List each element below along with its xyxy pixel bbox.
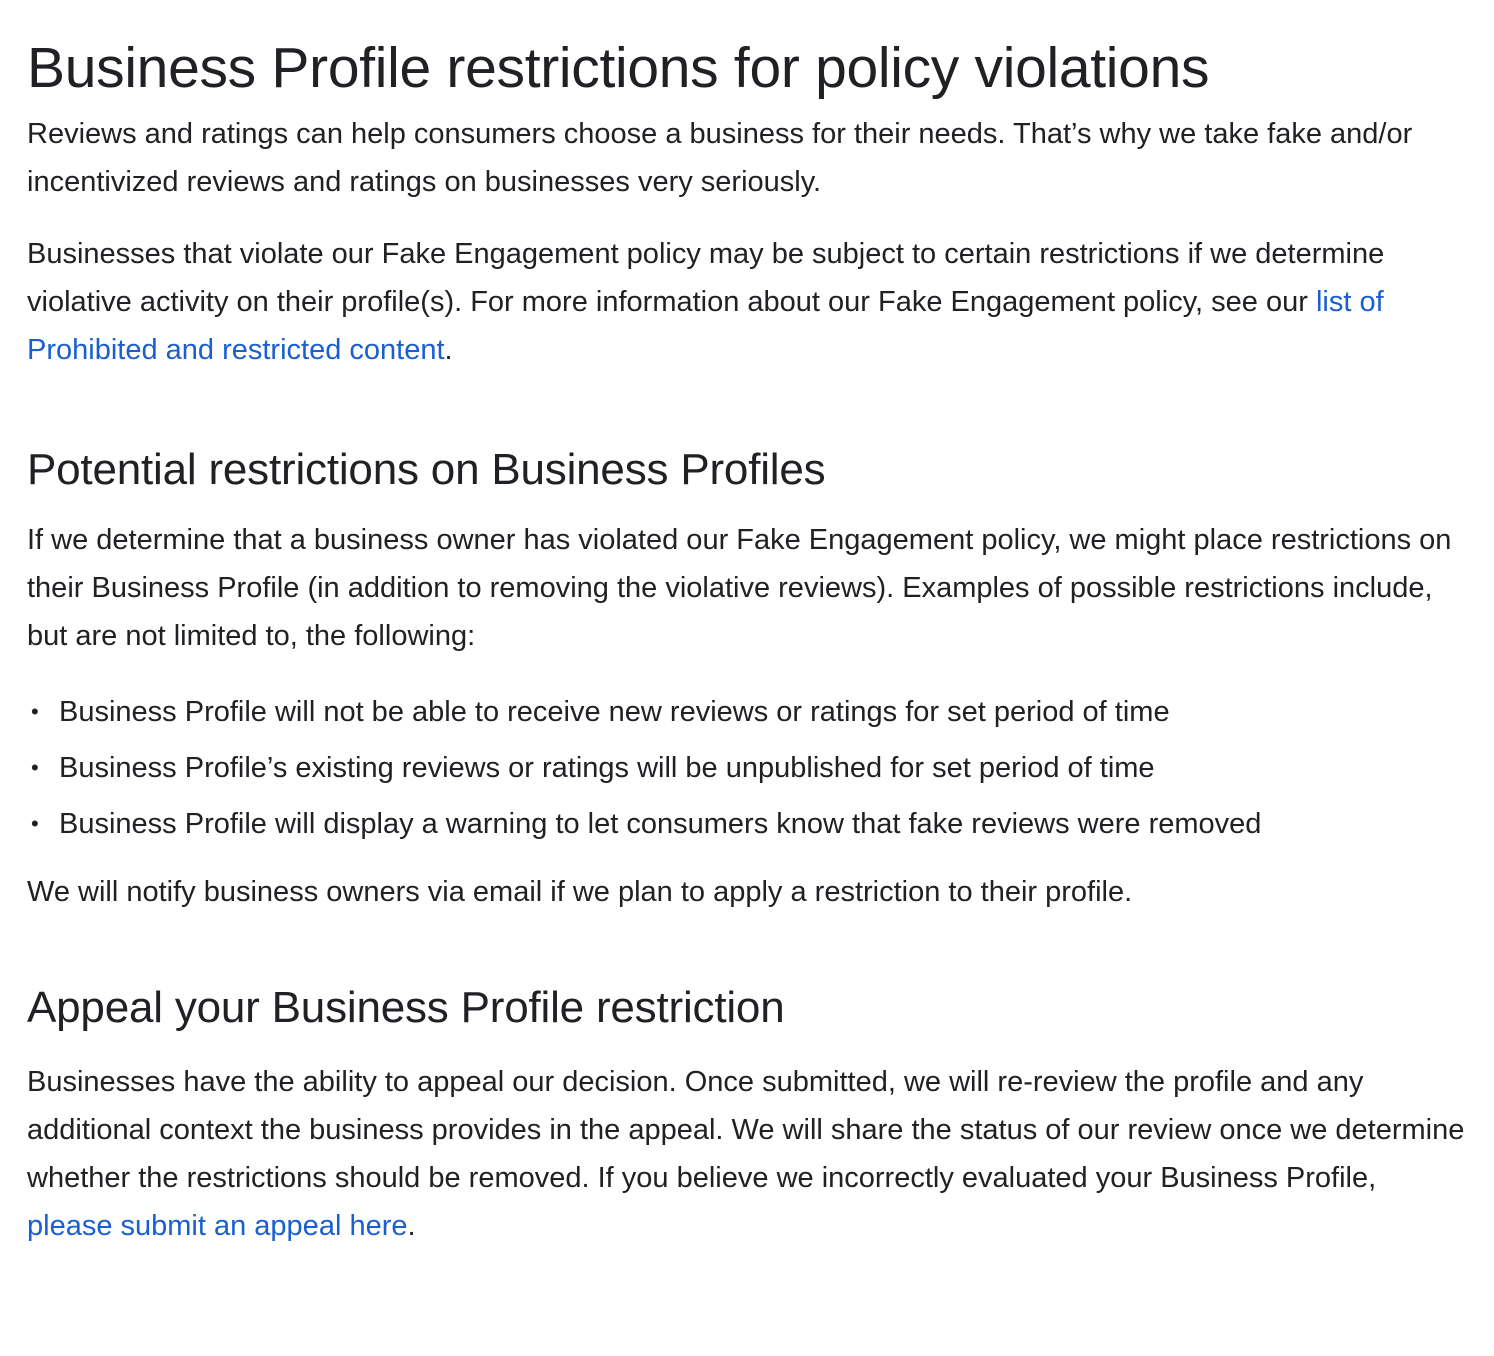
list-item-text: Business Profile will not be able to receive new reviews or ratings for set period of time [59,696,1170,728]
intro-paragraph: Reviews and ratings can help consumers choose a business for their needs. That’s why we take fake and/or incentivized reviews and ratings on businesses very seriously. [27,118,1413,198]
bullet-icon: • [31,699,39,724]
list-item [27,796,1467,852]
list-item [27,684,1467,740]
prohibited-content-link[interactable]: list of Prohibited and restricted content [27,286,1384,366]
notification-paragraph: We will notify business owners via email if we plan to apply a restriction to their profile. [27,876,1133,908]
restrictions-list [27,684,1467,852]
bullet-icon: • [31,755,39,780]
policy-paragraph-text: Businesses that violate our Fake Engagement policy may be subject to certain restrictions if we determine violative activity on their profile(s). For more information about our Fake Engagement policy, see our [27,238,1385,318]
appeal-paragraph [27,1058,1467,1250]
restrictions-paragraph: If we determine that a business owner has violated our Fake Engagement policy, we might place restrictions on their Business Profile (in addition to removing the violative reviews). Examples of possible restrictions include, but are not limited to, the following: [27,524,1452,652]
page-title: Business Profile restrictions for policy violations [27,36,1210,100]
article [0,36,1494,1250]
appeal-paragraph-text: Businesses have the ability to appeal our decision. Once submitted, we will re-review the profile and any additional context the business provides in the appeal. We will share the status of our review once we determine whether the restrictions should be removed. If you believe we incorrectly evaluated your Business Profile, [27,1066,1465,1194]
bullet-icon: • [31,811,39,836]
list-item-text: Business Profile’s existing reviews or ratings will be unpublished for set period of time [59,752,1155,784]
policy-paragraph-end: . [444,334,453,366]
appeal-paragraph-end: . [407,1210,416,1242]
restrictions-heading: Potential restrictions on Business Profiles [27,445,826,494]
list-item [27,740,1467,796]
appeal-heading: Appeal your Business Profile restriction [27,983,785,1032]
list-item-text: Business Profile will display a warning to let consumers know that fake reviews were removed [59,808,1262,840]
submit-appeal-link[interactable]: please submit an appeal here [27,1210,408,1242]
policy-paragraph [27,230,1467,374]
